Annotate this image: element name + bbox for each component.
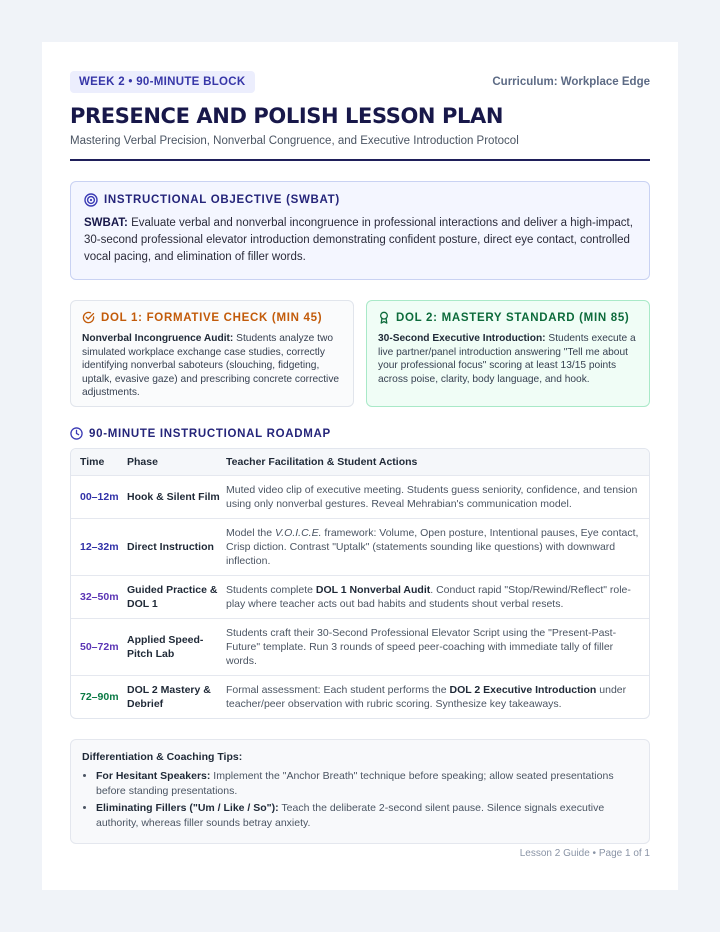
row-phase: DOL 2 Mastery & Debrief <box>127 684 211 710</box>
row-time: 12–32m <box>80 541 119 553</box>
dol2-card <box>366 300 650 407</box>
award-icon <box>378 311 390 324</box>
objective-body: Evaluate verbal and nonverbal incongruence in professional interactions and deliver a high-impact, 30-second professional elevator introduction demonstrating confident posture, direct eye contact, controlled vocal pacing, and elimination of filler words. <box>84 217 633 263</box>
row-time: 50–72m <box>80 641 119 653</box>
dol1-heading <box>82 311 342 324</box>
page-subtitle: Mastering Verbal Precision, Nonverbal Congruence, and Executive Introduction Protocol <box>70 135 519 147</box>
row-time: 32–50m <box>80 591 119 603</box>
target-icon <box>84 193 98 207</box>
row-actions-pre: Formal assessment: Each student performs the <box>226 684 450 696</box>
objective-card <box>70 181 650 280</box>
table-row <box>71 518 649 575</box>
tip-lead: For Hesitant Speakers: <box>96 770 211 782</box>
row-actions-post: framework: Volume, Open posture, Intentional pauses, Eye contact, Crisp diction. Contrast "Uptalk" (statements sounding like questions) with downward inflection. <box>226 527 639 567</box>
row-phase: Direct Instruction <box>127 541 214 553</box>
page-title: PRESENCE AND POLISH LESSON PLAN <box>70 104 504 128</box>
column-header-actions: Teacher Facilitation & Student Actions <box>226 456 418 468</box>
dol1-lead: Nonverbal Incongruence Audit: <box>82 333 234 344</box>
dol-cards <box>70 300 650 407</box>
dol1-text <box>82 332 342 400</box>
curriculum-label: Curriculum: Workplace Edge <box>492 76 650 88</box>
week-badge: WEEK 2 • 90-MINUTE BLOCK <box>70 71 255 93</box>
list-item <box>96 769 638 798</box>
objective-heading-text: INSTRUCTIONAL OBJECTIVE (SWBAT) <box>104 194 340 206</box>
row-actions-post: . Conduct rapid "Stop/Rewind/Reflect" role-play where teacher acts out bad habits and students shout verbal resets. <box>226 584 631 610</box>
dol2-heading-text: DOL 2: MASTERY STANDARD (MIN 85) <box>396 311 630 324</box>
tips-title: Differentiation & Coaching Tips: <box>82 751 243 763</box>
roadmap-heading-text: 90-MINUTE INSTRUCTIONAL ROADMAP <box>89 427 331 440</box>
row-phase: Applied Speed-Pitch Lab <box>127 634 204 660</box>
row-actions-text: Muted video clip of executive meeting. Students guess seniority, confidence, and tension using only nonverbal gestures. Reveal Mehrabian's communication model. <box>226 484 638 510</box>
table-header-row <box>71 449 649 475</box>
row-actions <box>226 626 649 668</box>
page-footer: Lesson 2 Guide • Page 1 of 1 <box>519 848 650 859</box>
dol2-lead: 30-Second Executive Introduction: <box>378 333 546 344</box>
coaching-tips-box <box>70 739 650 844</box>
lesson-plan-page <box>42 42 678 890</box>
roadmap-table <box>70 448 650 719</box>
table-row <box>71 575 649 618</box>
header-top <box>70 70 650 94</box>
roadmap-heading <box>70 427 650 440</box>
tip-text: Teach the deliberate 2-second silent pause. Silence signals executive authority, whereas filler sounds betray anxiety. <box>96 802 605 829</box>
dol2-body: Students execute a live partner/panel introduction answering "Tell me about your professional focus" scoring at least 13/15 points across poise, clarity, body language, and hook. <box>378 333 636 385</box>
table-row <box>71 675 649 718</box>
tip-lead: Eliminating Fillers ("Um / Like / So"): <box>96 802 279 814</box>
row-time: 72–90m <box>80 691 119 703</box>
row-phase: Hook & Silent Film <box>127 491 220 503</box>
row-actions <box>226 583 649 611</box>
list-item <box>96 801 638 830</box>
voice-framework: V.O.I.C.E. <box>275 527 322 539</box>
objective-heading <box>84 193 636 207</box>
tip-text: Implement the "Anchor Breath" technique before speaking; allow seated presentations before standing presentations. <box>96 770 614 797</box>
row-actions-bold: DOL 1 Nonverbal Audit <box>315 584 431 596</box>
dol1-card <box>70 300 354 407</box>
table-row <box>71 618 649 675</box>
dol2-heading <box>378 311 638 324</box>
row-actions-bold: DOL 2 Executive Introduction <box>449 684 597 696</box>
column-header-time: Time <box>80 456 105 468</box>
row-actions <box>226 483 649 511</box>
dol1-body: Students analyze two simulated workplace exchange case studies, correctly identifying nonverbal saboteurs (slouching, fidgeting, uptalk, evasive gaze) and prescribing concrete corrective adjustments. <box>82 333 340 399</box>
row-actions-pre: Model the <box>226 527 276 539</box>
table-row <box>71 475 649 518</box>
header-divider <box>70 159 650 161</box>
row-actions <box>226 683 649 711</box>
row-time: 00–12m <box>80 491 119 503</box>
check-circle-icon <box>82 311 95 324</box>
objective-text <box>84 215 636 266</box>
dol2-text <box>378 332 638 386</box>
objective-lead: SWBAT: <box>84 217 128 229</box>
row-actions-text: Students craft their 30-Second Professional Elevator Script using the "Present-Past-Future" template. Run 3 rounds of speed peer-coaching with immediate tally of filler words. <box>226 627 617 667</box>
dol1-heading-text: DOL 1: FORMATIVE CHECK (MIN 45) <box>101 311 323 324</box>
row-actions <box>226 526 649 568</box>
row-actions-post: under teacher/peer observation with rubric scoring. Synthesize key takeaways. <box>226 684 627 710</box>
clock-icon <box>70 427 83 440</box>
row-phase: Guided Practice & DOL 1 <box>127 584 218 610</box>
column-header-phase: Phase <box>127 456 158 468</box>
row-actions-pre: Students complete <box>226 584 316 596</box>
tips-list <box>82 769 638 830</box>
